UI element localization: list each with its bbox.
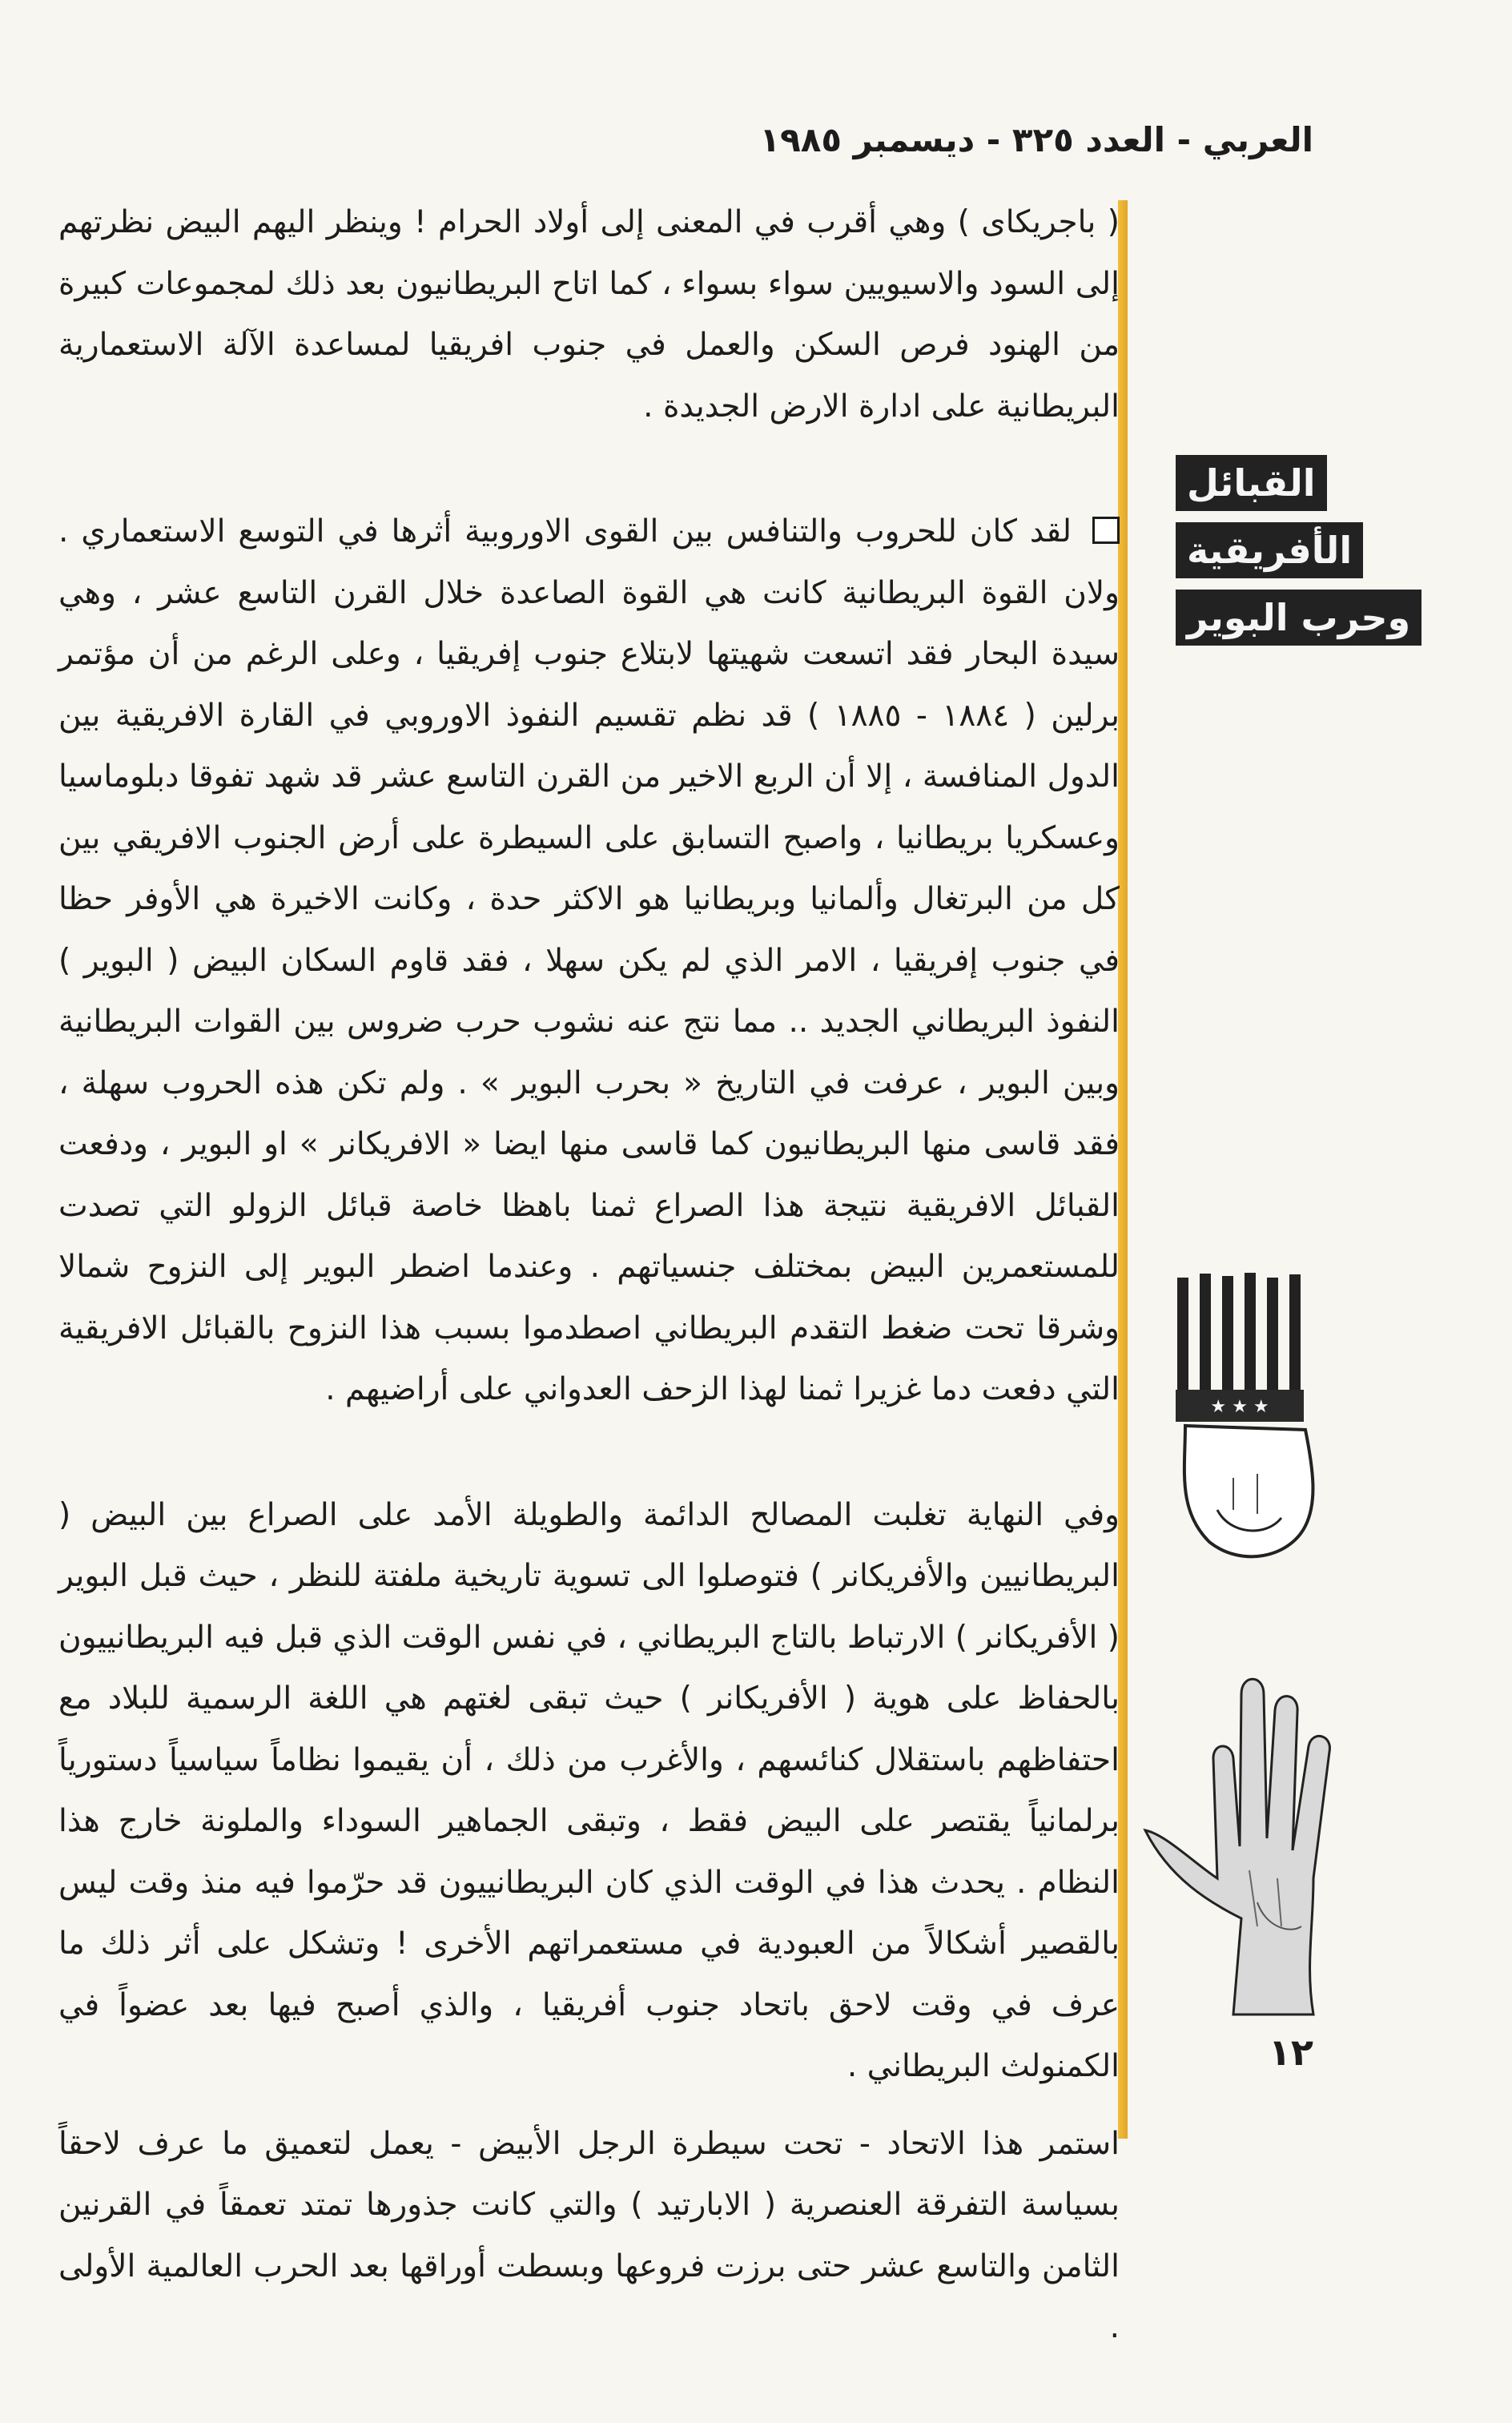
paragraph-2	[58, 501, 1120, 1421]
paragraph-4: استمر هذا الاتحاد - تحت سيطرة الرجل الأبيض - يعمل لتعميق ما عرف لاحقاً بسياسة التفرقة العنصرية ( الابارتيد ) والتي كانت جذورها تمتد تعمقاً في القرنين الثامن والتاسع عشر حتى برزت فروعها وبسطت أوراقها بعد الحرب العالمية الأولى .	[58, 2125, 1120, 2345]
article-column	[58, 192, 1120, 2423]
page-number: ١٢	[1268, 2031, 1313, 2074]
open-hand-illustration	[1137, 1662, 1377, 2023]
section-side-title	[1176, 455, 1411, 646]
svg-text:★ ★ ★: ★ ★ ★	[1210, 1397, 1269, 1417]
side-title-line-1: القبائل	[1176, 455, 1327, 511]
section-marker-box	[1092, 517, 1120, 544]
fist	[1184, 1426, 1313, 1556]
running-head: العربي - العدد ٣٢٥ - ديسمبر ١٩٨٥	[759, 120, 1313, 159]
paragraph-1: ( باجريكاى ) وهي أقرب في المعنى إلى أولاد الحرام ! وينظر اليهم البيض نظرتهم إلى السود والاسيويين سواء بسواء ، كما اتاح البريطانيون بعد ذلك لمجموعات كبيرة من الهنود فرص السكن والعمل في جنوب افريقيا لمساعدة الآلة الاستعمارية البريطانية على ادارة الارض الجديدة .	[58, 204, 1120, 425]
side-title-line-2: الأفريقية	[1176, 522, 1363, 578]
paragraph-3: وفي النهاية تغلبت المصالح الدائمة والطويلة الأمد على الصراع بين البيض ( البريطانيين والأفريكانر ) فتوصلوا الى تسوية تاريخية ملفتة للنظر ، حيث قبل البوير ( الأفريكانر ) الارتباط بالتاج البريطاني ، في نفس الوقت الذي قبل فيه البريطانييون بالحفاظ على هوية ( الأفريكانر ) حيث تبقى لغتهم هي اللغة الرسمية للبلاد مع احتفاظهم باستقلال كنائسهم ، والأغرب من ذلك ، أن يقيموا نظاماً سياسياً دستورياً برلمانياً يقتصر على البيض فقط ، وتبقى الجماهير السوداء والملونة خارج هذا النظام . يحدث هذا في الوقت الذي كان البريطانييون قد حرّموا فيه منذ وقت ليس بالقصير أشكالاً من العبودية في مستعمراتهم الأخرى ! وتشكل على أثر ذلك ما عرف في وقت لاحق باتحاد جنوب أفريقيا ، والذي أصبح فيها بعد عضواً في الكمنولث البريطاني .	[58, 1496, 1120, 2084]
manacled-fist-illustration	[1153, 1270, 1345, 1590]
striped-cuff	[1176, 1273, 1304, 1422]
paragraph-2-text: لقد كان للحروب والتنافس بين القوى الاوروبية أثرها في التوسع الاستعماري . ولان القوة البريطانية كانت هي القوة الصاعدة خلال القرن التاسع عشر ، وهي سيدة البحار فقد اتسعت شهيتها لابتلاع جنوب إفريقيا ، وعلى الرغم من أن مؤتمر برلين ( ١٨٨٤ - ١٨٨٥ ) قد نظم تقسيم النفوذ الاوروبي في القارة الافريقية بين الدول المنافسة ، إلا أن الربع الاخير من القرن التاسع عشر قد شهد تفوقا دبلوماسيا وعسكريا بريطانيا ، واصبح التسابق على السيطرة على أرض الجنوب الافريقي بين كل من البرتغال وألمانيا وبريطانيا هو الاكثر حدة ، وكانت الاخيرة هي الأوفر حظا في جنوب إفريقيا ، الامر الذي لم يكن سهلا ، فقد قاوم السكان البيض ( البوير ) النفوذ البريطاني الجديد .. مما نتج عنه نشوب حرب ضروس بين القوات البريطانية وبين البوير ، عرفت في التاريخ « بحرب البوير » . ولم تكن هذه الحروب سهلة ، فقد قاسى منها البريطانيون كما قاسى منها ايضا « الافريكانر » او البوير ، ودفعت القبائل الافريقية نتيجة هذا الصراع ثمنا باهظا خاصة قبائل الزولو التي تصدت للمستعمرين البيض بمختلف جنسياتهم . وعندما اضطر البوير إلى النزوح شمالا وشرقا تحت ضغط التقدم البريطاني اصطدموا بسبب هذا النزوح بالقبائل الافريقية التي دفعت دما غزيرا ثمنا لهذا الزحف العدواني على أراضيهم .	[58, 513, 1120, 1407]
hand	[1145, 1679, 1329, 2014]
side-title-line-3: وحرب البوير	[1176, 590, 1422, 646]
